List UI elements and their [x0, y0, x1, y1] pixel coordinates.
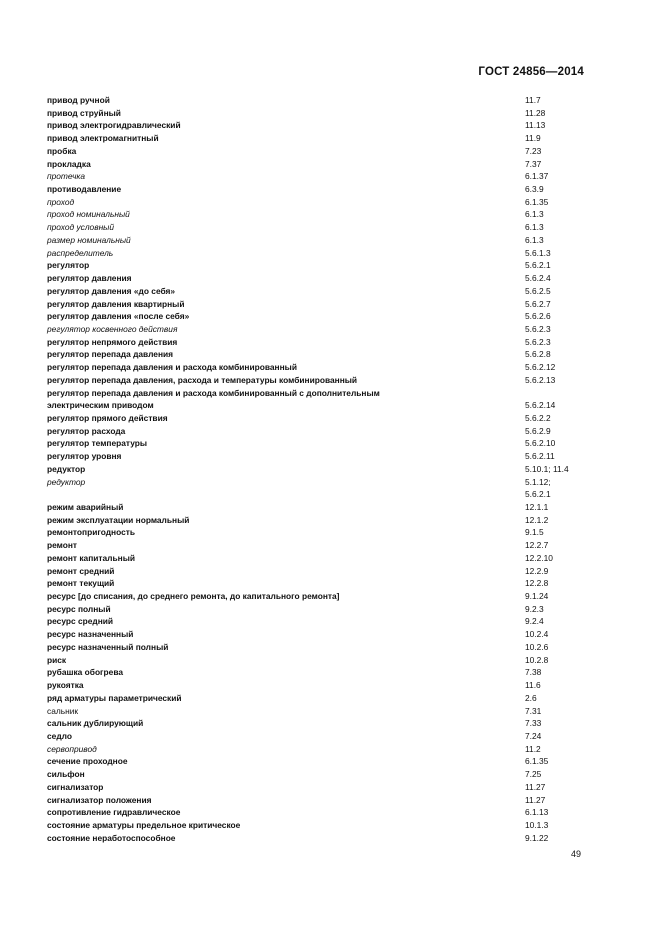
index-entry: [47, 145, 607, 158]
index-term: регулятор давления «после себя»: [47, 311, 190, 322]
index-reference: 11.27: [525, 781, 546, 792]
index-entry: [47, 641, 607, 654]
index-reference: 12.2.8: [525, 578, 549, 589]
index-reference: 5.6.2.10: [525, 438, 556, 449]
index-reference: 2.6: [525, 692, 537, 703]
index-term: распределитель: [47, 247, 114, 258]
index-reference: 6.1.3: [525, 209, 544, 220]
index-entry: [47, 628, 607, 641]
index-entry: [47, 730, 607, 743]
index-entry: [47, 399, 607, 412]
index-entry: [47, 425, 607, 438]
index-term: сигнализатор положения: [47, 794, 152, 805]
index-reference: 7.33: [525, 718, 542, 729]
index-reference: 7.25: [525, 769, 542, 780]
index-term: регулятор расхода: [47, 425, 126, 436]
index-reference: 10.2.8: [525, 654, 549, 665]
index-reference: 5.6.2.1: [525, 489, 551, 500]
index-term: ресурс назначенный полный: [47, 641, 169, 652]
index-entry: [47, 132, 607, 145]
index-entry: [47, 323, 607, 336]
index-term: ремонт капитальный: [47, 552, 135, 563]
index-reference: 11.2: [525, 743, 541, 754]
index-entry: [47, 755, 607, 768]
index-entry: [47, 794, 607, 807]
index-term: регулятор перепада давления и расхода комбинированный с дополнительным: [47, 387, 380, 398]
index-term: режим аварийный: [47, 502, 124, 512]
index-term: регулятор давления «до себя»: [47, 285, 176, 296]
index-term: регулятор уровня: [47, 451, 122, 462]
index-reference: 10.1.3: [525, 819, 549, 830]
index-reference: 5.6.2.12: [525, 362, 556, 373]
index-entry: [47, 119, 607, 132]
index-entry: [47, 387, 607, 400]
index-entry: [47, 247, 607, 260]
index-entry: [47, 806, 607, 819]
index-reference: 11.9: [525, 133, 541, 144]
index-term: регулятор: [47, 260, 90, 271]
index-term: риск: [47, 654, 67, 665]
index-term: привод электромагнитный: [47, 133, 159, 144]
index-term: режим эксплуатации нормальный: [47, 514, 190, 525]
index-reference: 11.6: [525, 680, 541, 691]
index-entry: [47, 196, 607, 209]
index-term: ряд арматуры параметрический: [47, 692, 182, 703]
index-reference: 11.28: [525, 107, 546, 118]
index-term: ремонт: [47, 540, 78, 551]
index-term: регулятор перепада давления: [47, 349, 174, 360]
index-reference: 11.13: [525, 120, 546, 131]
index-entry: [47, 539, 607, 552]
index-entry: [47, 514, 607, 527]
index-reference: 12.1.1: [525, 502, 549, 512]
index-entry: [47, 768, 607, 781]
index-entry: [47, 590, 607, 603]
index-reference: 9.1.22: [525, 832, 549, 843]
index-entry: [47, 666, 607, 679]
index-reference: 9.2.4: [525, 616, 544, 627]
index-term: ресурс [до списания, до среднего ремонта, до капитального ремонта]: [47, 591, 340, 602]
index-term: сальник дублирующий: [47, 718, 144, 729]
index-reference: 12.2.9: [525, 565, 549, 576]
index-reference: 7.31: [525, 705, 542, 716]
index-reference: 10.2.4: [525, 629, 549, 640]
index-entry: [47, 208, 607, 221]
index-entry: [47, 615, 607, 628]
index-reference: 7.38: [525, 667, 542, 678]
index-entry: [47, 488, 607, 501]
index-entry: [47, 476, 607, 489]
index-term: сервопривод: [47, 743, 97, 754]
index-reference: 11.27: [525, 794, 546, 805]
index-term: прокладка: [47, 158, 91, 169]
index-entry: [47, 501, 607, 514]
index-reference: 10.2.6: [525, 641, 549, 652]
index-entry: [47, 565, 607, 578]
index-reference: 5.6.2.3: [525, 323, 551, 334]
index-reference: 12.1.2: [525, 514, 549, 525]
index-reference: 5.6.1.3: [525, 247, 551, 258]
index-term: редуктор: [47, 476, 86, 487]
index-term: регулятор давления квартирный: [47, 298, 185, 309]
index-term: состояние арматуры предельное критическое: [47, 819, 241, 830]
index-term: пробка: [47, 145, 77, 156]
index-entry: [47, 310, 607, 323]
index-term: ремонт текущий: [47, 578, 115, 589]
index-term: сальник: [47, 705, 79, 716]
index-term: сечение проходное: [47, 756, 128, 767]
index-term: проход условный: [47, 222, 115, 233]
index-entry: [47, 832, 607, 845]
index-entry: [47, 234, 607, 247]
index-reference: 12.2.10: [525, 552, 553, 563]
index-entry: [47, 298, 607, 311]
index-reference: 5.10.1; 11.4: [525, 463, 569, 474]
page-number: 49: [570, 849, 581, 859]
index-reference: 5.6.2.9: [525, 425, 551, 436]
index-term: противодавление: [47, 184, 122, 195]
index-reference: 5.6.2.1: [525, 260, 551, 271]
index-entry: [47, 437, 607, 450]
index-entry: [47, 183, 607, 196]
index-term: регулятор перепада давления, расхода и температуры комбинированный: [47, 374, 358, 385]
index-reference: 5.6.2.8: [525, 349, 551, 360]
index-reference: 9.2.3: [525, 603, 544, 614]
index-reference: 5.6.2.13: [525, 374, 556, 385]
index-entry: [47, 781, 607, 794]
index-term: регулятор косвенного действия: [47, 323, 178, 334]
index-entry: [47, 348, 607, 361]
index-reference: 6.1.3: [525, 222, 544, 233]
index-reference: 6.1.3: [525, 234, 544, 245]
index-term: рубашка обогрева: [47, 667, 124, 678]
index-reference: 11.7: [525, 95, 541, 105]
index-entry: [47, 412, 607, 425]
index-reference: 7.37: [525, 158, 542, 169]
document-header: ГОСТ 24856—2014: [478, 66, 584, 78]
index-reference: 6.1.35: [525, 756, 549, 767]
index-term: привод электрогидравлический: [47, 120, 181, 131]
index-reference: 7.23: [525, 145, 542, 156]
index-entry: [47, 526, 607, 539]
index-term: сигнализатор: [47, 781, 104, 792]
index-reference: 7.24: [525, 730, 542, 741]
index-reference: 9.1.24: [525, 591, 549, 602]
index-term: регулятор температуры: [47, 438, 148, 449]
term-index-list: [47, 94, 607, 844]
index-reference: 6.1.37: [525, 171, 549, 182]
index-reference: 5.1.12;: [525, 476, 551, 487]
index-reference: 6.1.35: [525, 196, 549, 207]
index-term: привод ручной: [47, 95, 110, 105]
index-reference: 9.1.5: [525, 527, 544, 538]
index-term: сильфон: [47, 769, 85, 780]
index-entry: [47, 259, 607, 272]
index-term: ресурс средний: [47, 616, 114, 627]
index-entry: [47, 272, 607, 285]
index-term: седло: [47, 730, 72, 741]
index-term: сопротивление гидравлическое: [47, 807, 181, 818]
index-reference: 6.1.13: [525, 807, 549, 818]
index-reference: 12.2.7: [525, 540, 549, 551]
index-entry: [47, 463, 607, 476]
index-entry: [47, 603, 607, 616]
index-reference: 5.6.2.4: [525, 273, 551, 284]
index-reference: 5.6.2.7: [525, 298, 551, 309]
index-entry: [47, 374, 607, 387]
index-entry: [47, 717, 607, 730]
index-entry: [47, 577, 607, 590]
index-entry: [47, 158, 607, 171]
index-reference: 5.6.2.14: [525, 400, 556, 411]
index-term: регулятор перепада давления и расхода комбинированный: [47, 362, 297, 373]
index-reference: 5.6.2.6: [525, 311, 551, 322]
index-term: проход: [47, 196, 75, 207]
index-entry: [47, 285, 607, 298]
index-entry: [47, 679, 607, 692]
index-term: редуктор: [47, 463, 86, 474]
index-entry: [47, 221, 607, 234]
index-term: привод струйный: [47, 107, 121, 118]
index-entry: [47, 107, 607, 120]
index-term: регулятор непрямого действия: [47, 336, 178, 347]
index-entry: [47, 450, 607, 463]
index-term: ресурс назначенный: [47, 629, 134, 640]
index-reference: 6.3.9: [525, 184, 544, 195]
index-entry: [47, 654, 607, 667]
index-term: состояние неработоспособное: [47, 832, 176, 843]
index-term: регулятор прямого действия: [47, 412, 168, 423]
index-term: электрическим приводом: [47, 400, 154, 411]
index-term: рукоятка: [47, 680, 84, 691]
index-reference: 5.6.2.5: [525, 285, 551, 296]
index-reference: 5.6.2.2: [525, 412, 551, 423]
index-reference: 5.6.2.11: [525, 451, 555, 462]
index-term: ресурс полный: [47, 603, 111, 614]
index-reference: 5.6.2.3: [525, 336, 551, 347]
index-entry: [47, 692, 607, 705]
index-entry: [47, 819, 607, 832]
index-term: ремонт средний: [47, 565, 115, 576]
index-term: ремонтопригодность: [47, 527, 136, 538]
index-entry: [47, 94, 607, 107]
index-entry: [47, 552, 607, 565]
index-term: протечка: [47, 171, 86, 182]
index-entry: [47, 170, 607, 183]
index-entry: [47, 705, 607, 718]
index-entry: [47, 361, 607, 374]
index-entry: [47, 743, 607, 756]
index-entry: [47, 336, 607, 349]
index-term: размер номинальный: [47, 234, 131, 245]
index-term: проход номинальный: [47, 209, 130, 220]
index-term: регулятор давления: [47, 273, 132, 284]
